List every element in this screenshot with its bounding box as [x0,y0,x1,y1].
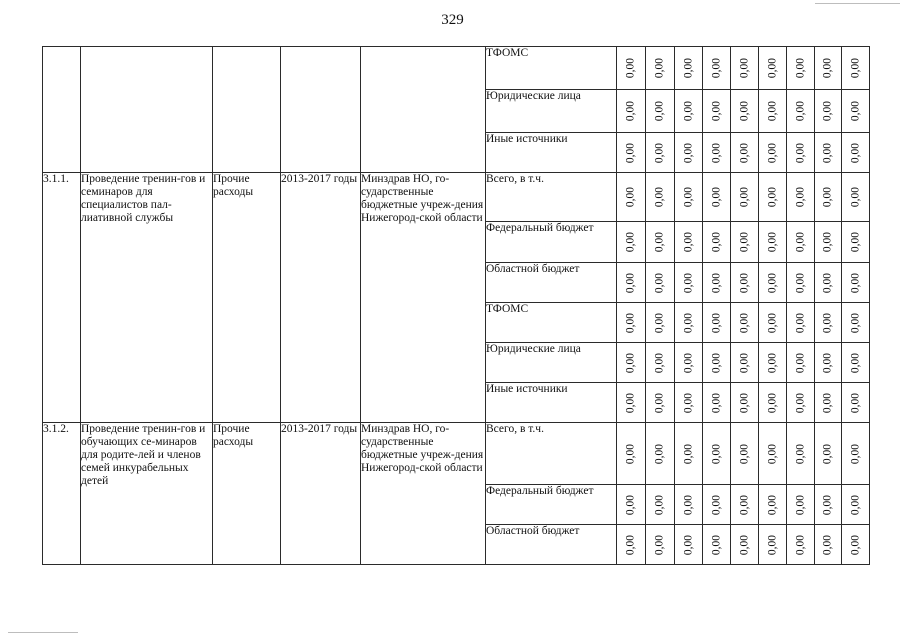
value-cell [731,525,759,565]
value-text: 0,00 [624,534,637,555]
value-text: 0,00 [849,352,861,373]
value-cell [731,222,759,263]
value-text: 0,00 [682,534,694,555]
value-cell [842,343,870,383]
value-text: 0,00 [653,142,666,163]
funding-source-label: ТФОМС [486,47,617,90]
value-cell [646,173,675,222]
item-period: 2013-2017 годы [281,173,361,423]
value-cell [646,133,675,173]
value-text: 0,00 [849,57,861,79]
value-text: 0,00 [849,272,861,293]
value-cell [675,222,703,263]
funding-source-label: Юридические лица [486,343,617,383]
value-text: 0,00 [849,100,861,122]
value-text: 0,00 [682,231,694,253]
value-text: 0,00 [766,312,778,333]
value-cell [731,303,759,343]
item-name: Проведение тренин-гов и обучающих се-минаров для родите-лей и членов семей инкурабельных детей [81,423,213,565]
value-cell [787,222,815,263]
value-text: 0,00 [794,312,806,333]
value-cell [815,525,842,565]
table-row [43,47,870,90]
value-cell [787,133,815,173]
value-text: 0,00 [624,272,637,293]
value-text: 0,00 [794,57,806,79]
value-cell [731,263,759,303]
value-cell [787,47,815,90]
budget-table [42,46,870,565]
value-cell [675,90,703,133]
value-text: 0,00 [653,57,666,79]
value-text: 0,00 [653,443,666,464]
value-text: 0,00 [710,142,722,163]
page-number: 329 [441,12,464,28]
value-text: 0,00 [624,186,637,208]
value-cell [842,173,870,222]
value-text: 0,00 [821,392,834,413]
value-cell [703,47,731,90]
value-text: 0,00 [682,142,694,163]
value-text: 0,00 [738,231,750,253]
value-cell [787,485,815,525]
value-text: 0,00 [710,186,722,208]
value-cell [703,263,731,303]
value-text: 0,00 [738,534,750,555]
value-text: 0,00 [821,352,834,373]
value-cell [617,263,646,303]
value-cell [759,343,787,383]
value-text: 0,00 [794,231,806,253]
value-text: 0,00 [849,534,861,555]
value-text: 0,00 [821,272,834,293]
value-text: 0,00 [682,57,694,79]
table-row [43,173,870,222]
value-text: 0,00 [794,272,806,293]
value-text: 0,00 [682,494,694,515]
value-text: 0,00 [710,352,722,373]
value-text: 0,00 [821,57,834,79]
expense-type: Прочие расходы [213,423,281,565]
item-period: 2013-2017 годы [281,423,361,565]
value-text: 0,00 [682,186,694,208]
value-cell [815,303,842,343]
value-text: 0,00 [653,100,666,122]
value-cell [703,303,731,343]
value-text: 0,00 [624,494,637,515]
value-cell [617,133,646,173]
value-text: 0,00 [682,100,694,122]
value-text: 0,00 [849,231,861,253]
value-cell [646,90,675,133]
value-text: 0,00 [624,100,637,122]
value-cell [646,47,675,90]
value-cell [675,303,703,343]
value-cell [731,173,759,222]
value-text: 0,00 [821,312,834,333]
funding-source-label: Всего, в т.ч. [486,423,617,485]
value-cell [675,485,703,525]
value-cell [759,263,787,303]
value-text: 0,00 [653,352,666,373]
table-row [43,423,870,485]
value-cell [759,173,787,222]
value-text: 0,00 [710,494,722,515]
value-cell [703,90,731,133]
value-cell [703,525,731,565]
value-cell [617,47,646,90]
value-text: 0,00 [653,534,666,555]
value-text: 0,00 [710,231,722,253]
expense-type: Прочие расходы [213,173,281,423]
value-text: 0,00 [682,392,694,413]
value-text: 0,00 [738,352,750,373]
value-cell [646,263,675,303]
value-cell [815,173,842,222]
funding-source-label: Областной бюджет [486,525,617,565]
value-text: 0,00 [849,494,861,515]
value-text: 0,00 [624,312,637,333]
value-cell [815,222,842,263]
value-text: 0,00 [821,231,834,253]
value-cell [759,222,787,263]
empty-continuation-cell [281,47,361,173]
value-text: 0,00 [738,392,750,413]
value-cell [646,383,675,423]
value-text: 0,00 [710,443,722,464]
value-cell [759,303,787,343]
value-cell [731,133,759,173]
value-text: 0,00 [710,312,722,333]
value-cell [759,423,787,485]
value-cell [703,222,731,263]
value-text: 0,00 [624,57,637,79]
value-cell [617,90,646,133]
value-text: 0,00 [794,494,806,515]
value-cell [646,303,675,343]
value-cell [646,222,675,263]
value-cell [675,133,703,173]
value-cell [703,383,731,423]
value-cell [759,90,787,133]
value-text: 0,00 [653,392,666,413]
value-cell [815,90,842,133]
value-text: 0,00 [821,534,834,555]
value-text: 0,00 [738,142,750,163]
value-cell [759,383,787,423]
value-cell [759,525,787,565]
value-text: 0,00 [653,494,666,515]
value-text: 0,00 [766,443,778,464]
value-cell [815,343,842,383]
value-cell [675,525,703,565]
value-cell [703,133,731,173]
value-cell [759,485,787,525]
value-text: 0,00 [794,443,806,464]
value-text: 0,00 [766,186,778,208]
value-cell [787,263,815,303]
value-cell [617,222,646,263]
value-text: 0,00 [738,443,750,464]
value-text: 0,00 [794,534,806,555]
value-cell [787,173,815,222]
empty-continuation-cell [81,47,213,173]
value-cell [759,47,787,90]
value-text: 0,00 [738,186,750,208]
value-cell [646,423,675,485]
value-cell [787,423,815,485]
value-text: 0,00 [710,534,722,555]
empty-continuation-cell [361,47,486,173]
value-text: 0,00 [738,57,750,79]
value-text: 0,00 [766,100,778,122]
value-cell [815,485,842,525]
value-cell [617,343,646,383]
value-cell [815,383,842,423]
value-text: 0,00 [738,312,750,333]
funding-source-label: Иные источники [486,133,617,173]
value-cell [703,173,731,222]
value-cell [759,133,787,173]
value-cell [842,90,870,133]
value-text: 0,00 [794,186,806,208]
value-text: 0,00 [624,392,637,413]
empty-continuation-cell [213,47,281,173]
value-text: 0,00 [710,57,722,79]
funding-source-label: Федеральный бюджет [486,485,617,525]
value-cell [842,303,870,343]
scan-artifact-line-bottom [8,632,78,633]
value-text: 0,00 [624,352,637,373]
value-text: 0,00 [794,352,806,373]
value-text: 0,00 [821,186,834,208]
funding-source-label: Федеральный бюджет [486,222,617,263]
value-text: 0,00 [682,312,694,333]
value-cell [787,343,815,383]
item-number: 3.1.2. [43,423,81,565]
funding-source-label: Всего, в т.ч. [486,173,617,222]
value-cell [703,485,731,525]
value-cell [617,383,646,423]
value-cell [815,423,842,485]
value-text: 0,00 [766,142,778,163]
value-cell [646,485,675,525]
funding-source-label: Иные источники [486,383,617,423]
value-cell [842,383,870,423]
value-text: 0,00 [653,272,666,293]
item-number: 3.1.1. [43,173,81,423]
value-cell [731,383,759,423]
value-cell [675,263,703,303]
value-cell [703,343,731,383]
value-cell [842,222,870,263]
value-text: 0,00 [766,352,778,373]
scan-artifact-line-top [815,3,900,4]
value-text: 0,00 [766,57,778,79]
value-cell [617,303,646,343]
value-text: 0,00 [821,142,834,163]
value-text: 0,00 [682,272,694,293]
value-cell [842,263,870,303]
funding-source-label: ТФОМС [486,303,617,343]
value-text: 0,00 [682,443,694,464]
value-cell [617,485,646,525]
value-text: 0,00 [849,443,861,464]
value-text: 0,00 [710,100,722,122]
value-text: 0,00 [738,494,750,515]
value-text: 0,00 [624,231,637,253]
value-cell [731,485,759,525]
value-cell [787,383,815,423]
value-cell [787,525,815,565]
value-text: 0,00 [766,392,778,413]
value-cell [675,423,703,485]
funding-source-label: Юридические лица [486,90,617,133]
value-cell [675,343,703,383]
value-text: 0,00 [849,312,861,333]
value-text: 0,00 [794,392,806,413]
value-text: 0,00 [738,272,750,293]
value-text: 0,00 [821,494,834,515]
value-text: 0,00 [766,231,778,253]
value-cell [703,423,731,485]
empty-continuation-cell [43,47,81,173]
value-cell [842,485,870,525]
value-cell [675,47,703,90]
value-cell [842,133,870,173]
item-executor: Минздрав НО, го-сударственные бюджетные учреж-дения Нижегород-ской области [361,173,486,423]
item-executor: Минздрав НО, го-сударственные бюджетные учреж-дения Нижегород-ской области [361,423,486,565]
value-text: 0,00 [738,100,750,122]
value-cell [842,423,870,485]
value-cell [815,47,842,90]
value-text: 0,00 [682,352,694,373]
value-text: 0,00 [624,142,637,163]
value-cell [731,423,759,485]
value-text: 0,00 [710,272,722,293]
value-cell [731,90,759,133]
value-cell [617,423,646,485]
value-cell [617,173,646,222]
value-cell [815,263,842,303]
value-text: 0,00 [849,392,861,413]
value-cell [617,525,646,565]
value-cell [842,47,870,90]
value-cell [731,47,759,90]
value-text: 0,00 [624,443,637,464]
value-text: 0,00 [766,534,778,555]
value-cell [787,90,815,133]
value-text: 0,00 [849,186,861,208]
value-cell [815,133,842,173]
value-text: 0,00 [653,312,666,333]
value-cell [646,343,675,383]
value-text: 0,00 [653,231,666,253]
value-text: 0,00 [766,494,778,515]
value-text: 0,00 [766,272,778,293]
value-text: 0,00 [794,142,806,163]
value-text: 0,00 [653,186,666,208]
value-text: 0,00 [821,443,834,464]
value-text: 0,00 [849,142,861,163]
value-cell [787,303,815,343]
value-cell [646,525,675,565]
value-cell [675,173,703,222]
value-cell [842,525,870,565]
funding-source-label: Областной бюджет [486,263,617,303]
value-text: 0,00 [821,100,834,122]
value-text: 0,00 [794,100,806,122]
item-name: Проведение тренин-гов и семинаров для специалистов пал-лиативной службы [81,173,213,423]
value-text: 0,00 [710,392,722,413]
value-cell [731,343,759,383]
value-cell [675,383,703,423]
